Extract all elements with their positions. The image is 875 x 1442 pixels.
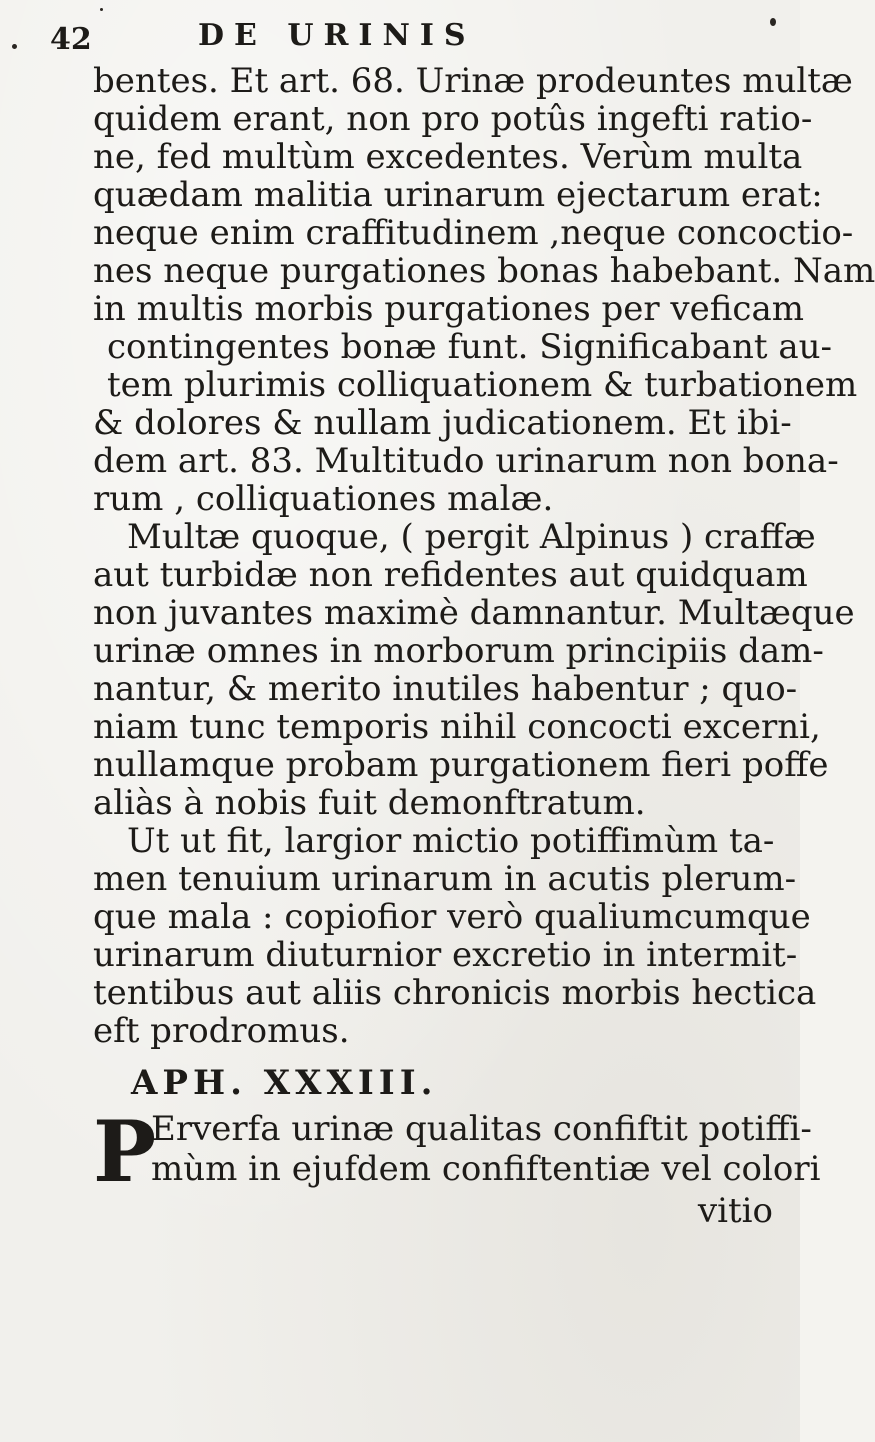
text-line: Erverfa urinæ qualitas confiftit potiffi- (151, 1109, 812, 1149)
text-line: que mala : copiofior verò qualiumcumque (93, 897, 811, 937)
text-line: & dolores & nullam judicationem. Et ibi- (93, 403, 792, 443)
text-line: bentes. Et art. 68. Urinæ prodeuntes multæ (93, 61, 853, 101)
text-line: dem art. 83. Multitudo urinarum non bona- (93, 441, 839, 481)
text-line: rum , colliquationes malæ. (93, 479, 554, 519)
text-line: neque enim craffitudinem ,neque concoctio- (93, 213, 854, 253)
main-text (93, 61, 875, 1231)
text-line: Multæ quoque, ( pergit Alpinus ) craffæ (127, 517, 816, 557)
text-line: nes neque purgationes bonas habebant. Nam (93, 251, 875, 291)
ink-speck (12, 44, 17, 49)
text-line: ne, fed multùm excedentes. Verùm multa (93, 137, 803, 177)
text-line: non juvantes maximè damnantur. Multæque (93, 593, 855, 633)
aphorism-heading: APH. XXXIII. (131, 1063, 438, 1103)
text-line: Ut ut fit, largior mictio potiffimùm ta- (127, 821, 775, 861)
page-number: 42 (50, 22, 92, 57)
text-line: niam tunc temporis nihil concocti excerni, (93, 707, 821, 747)
page-header (50, 18, 750, 58)
text-line: aut turbidæ non refidentes aut quidquam (93, 555, 808, 595)
text-line: urinæ omnes in morborum principiis dam- (93, 631, 824, 671)
ink-speck (100, 8, 103, 11)
text-line: aliàs à nobis fuit demonftratum. (93, 783, 646, 823)
aphorism-opening (93, 1102, 821, 1201)
text-line: in multis morbis purgationes per veficam (93, 289, 804, 329)
text-line: tem plurimis colliquationem & turbationem (107, 365, 858, 405)
drop-cap: P (93, 1102, 157, 1201)
running-head: DE URINIS (198, 18, 476, 53)
text-line: quidem erant, non pro potûs ingefti ratio- (93, 99, 813, 139)
text-line: urinarum diuturnior excretio in intermit- (93, 935, 798, 975)
text-line: eft prodromus. (93, 1011, 350, 1051)
text-line: tentibus aut aliis chronicis morbis hectica (93, 973, 817, 1013)
text-line: nullamque probam purgationem fieri poffe (93, 745, 829, 785)
text-line: nantur, & merito inutiles habentur ; quo- (93, 669, 798, 709)
text-line: men tenuium urinarum in acutis plerum- (93, 859, 797, 899)
text-line: quædam malitia urinarum ejectarum erat: (93, 175, 823, 215)
catchword: vitio (697, 1191, 773, 1231)
text-line: mùm in ejufdem confiftentiæ vel colori (151, 1149, 821, 1189)
text-line: contingentes bonæ funt. Significabant au- (107, 327, 832, 367)
ink-speck (770, 18, 776, 26)
